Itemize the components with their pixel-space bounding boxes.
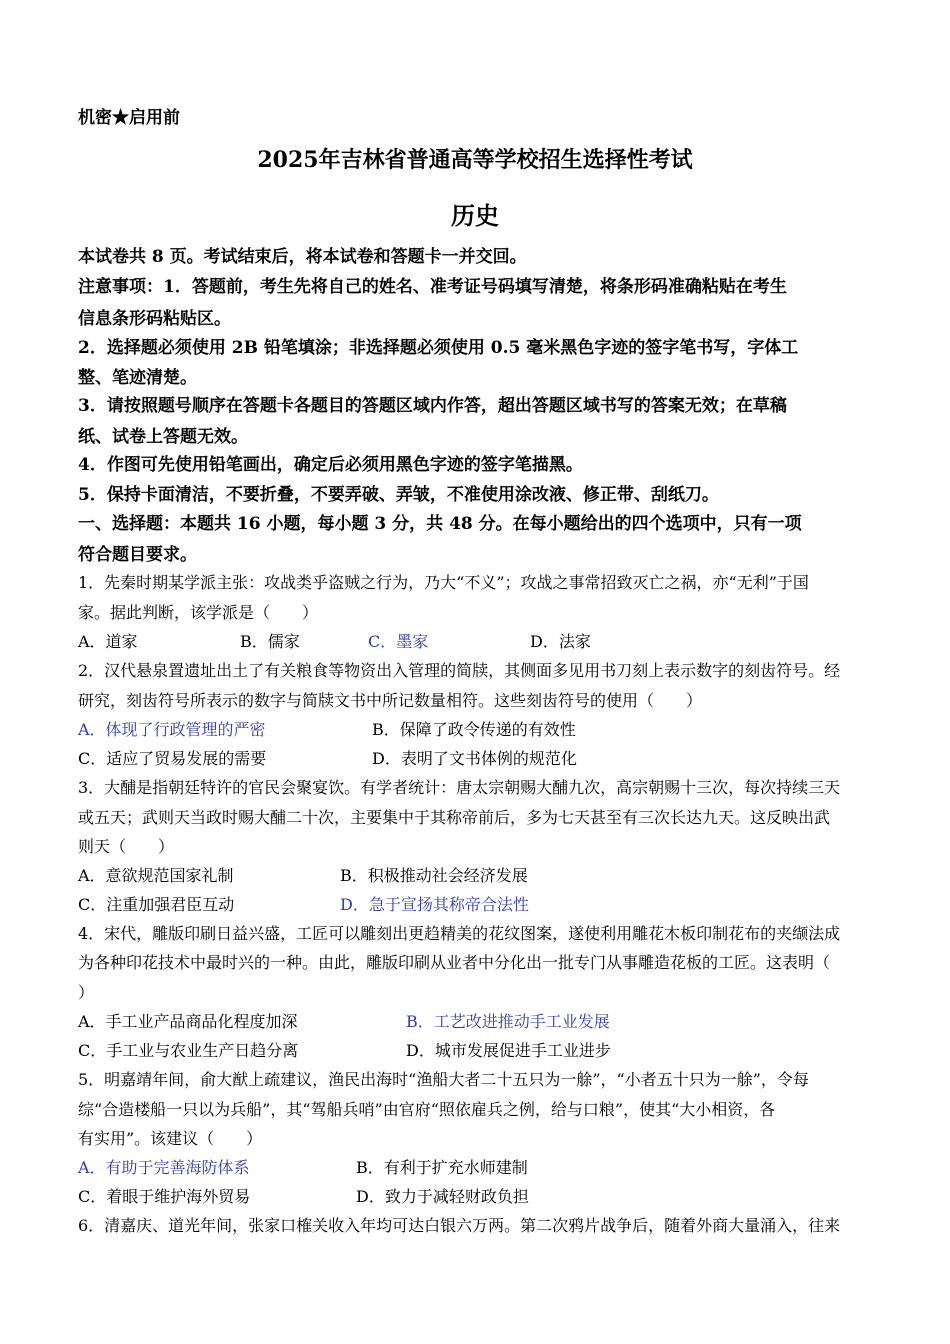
question-text: 或五天；武则天当政时赐大酺二十次，主要集中于其称帝前后，多为七天甚至有三次长达九天。这反映出武 — [78, 808, 831, 827]
option-c: C．适应了贸易发展的需要 — [78, 749, 267, 768]
section-heading: 符合题目要求。 — [78, 545, 197, 565]
subject-title: 历史 — [451, 201, 499, 230]
question-text: 家。据此判断，该学派是（ ） — [78, 603, 319, 622]
question-text: 5．明嘉靖年间，俞大猷上疏建议，渔民出海时“渔船大者二十五只为一艅”，“小者五十只为一艅”，令每 — [78, 1070, 809, 1089]
option-a: A．手工业产品商品化程度加深 — [78, 1012, 298, 1031]
question-text: 2．汉代悬泉置遗址出土了有关粮食等物资出入管理的简牍，其侧面多见用书刀刻上表示数字的刻齿符号。经 — [78, 661, 841, 680]
question-text: 6．清嘉庆、道光年间，张家口榷关收入年均可达白银六万两。第二次鸦片战争后，随着外商大量涌入，往来 — [78, 1216, 841, 1235]
option-d: D．城市发展促进手工业进步 — [406, 1041, 611, 1060]
option-b-correct: B．工艺改进推动手工业发展 — [406, 1012, 610, 1031]
option-d-correct: D．急于宣扬其称帝合法性 — [340, 895, 529, 914]
option-c: C．注重加强君臣互动 — [78, 895, 235, 914]
option-c: C．着眼于维护海外贸易 — [78, 1187, 251, 1206]
exam-title: 2025年吉林省普通高等学校招生选择性考试 — [257, 147, 693, 173]
option-c-correct: C．墨家 — [368, 632, 429, 651]
question-text: 有实用”。该建议（ ） — [78, 1129, 263, 1148]
instruction-line: 本试卷共 8 页。考试结束后，将本试卷和答题卡一并交回。 — [78, 247, 527, 267]
instruction-line: 4．作图可先使用铅笔画出，确定后必须用黑色字迹的签字笔描黑。 — [78, 455, 583, 475]
option-a: A．意欲规范国家礼制 — [78, 866, 234, 885]
option-b: B．积极推动社会经济发展 — [340, 866, 528, 885]
confidential-mark: 机密★启用前 — [78, 108, 180, 128]
option-b: B．儒家 — [240, 632, 300, 651]
instruction-line: 3．请按照题号顺序在答题卡各题目的答题区域内作答，超出答题区域书写的答案无效；在草稿 — [78, 396, 787, 416]
question-text: 综“合造楼船一只以为兵船”，其“驾船兵哨”由官府“照依雇兵之例，给与口粮”，使其“大小相资，各 — [78, 1100, 776, 1119]
option-d: D．致力于减轻财政负担 — [356, 1187, 529, 1206]
instruction-line: 2．选择题必须使用 2B 铅笔填涂；非选择题必须使用 0.5 毫米黑色字迹的签字笔书写，字体工 — [78, 338, 799, 358]
instruction-line: 信息条形码粘贴区。 — [78, 309, 231, 329]
question-text: 4．宋代，雕版印刷日益兴盛，工匠可以雕刻出更趋精美的花纹图案，遂使利用雕花木板印制花布的夹缬法成 — [78, 924, 841, 943]
instruction-line: 注意事项：1．答题前，考生先将自己的姓名、准考证号码填写清楚，将条形码准确粘贴在考生 — [78, 277, 787, 297]
option-d: D．法家 — [530, 632, 591, 651]
instruction-line: 5．保持卡面清洁，不要折叠，不要弄破、弄皱，不准使用涂改液、修正带、刮纸刀。 — [78, 485, 719, 505]
option-c: C．手工业与农业生产日趋分离 — [78, 1041, 299, 1060]
option-a-correct: A．体现了行政管理的严密 — [78, 720, 266, 739]
question-text: 研究，刻齿符号所表示的数字与简牍文书中所记数量相符。这些刻齿符号的使用（ ） — [78, 691, 703, 710]
option-a: A．道家 — [78, 632, 138, 651]
question-text: 为各种印花技术中最时兴的一种。由此，雕版印刷从业者中分化出一批专门从事雕造花板的工匠。这表明（ — [78, 953, 831, 972]
question-text: 1．先秦时期某学派主张：攻战类乎盗贼之行为，乃大“不义”；攻战之事常招致灭亡之祸，亦“无利”于国 — [78, 573, 809, 592]
question-text: 则天（ ） — [78, 837, 175, 856]
option-b: B．有利于扩充水师建制 — [356, 1158, 528, 1177]
question-text: ） — [78, 983, 95, 1002]
option-a-correct: A．有助于完善海防体系 — [78, 1158, 250, 1177]
question-text: 3．大酺是指朝廷特许的官民会聚宴饮。有学者统计：唐太宗朝赐大酺九次，高宗朝赐十三次，每次持续三天 — [78, 778, 841, 797]
section-heading: 一、选择题：本题共 16 小题，每小题 3 分，共 48 分。在每小题给出的四个选项中，只有一项 — [78, 514, 802, 534]
option-b: B．保障了政令传递的有效性 — [372, 720, 576, 739]
option-d: D．表明了文书体例的规范化 — [372, 749, 577, 768]
instruction-line: 整、笔迹清楚。 — [78, 368, 197, 388]
instruction-line: 纸、试卷上答题无效。 — [78, 427, 248, 447]
